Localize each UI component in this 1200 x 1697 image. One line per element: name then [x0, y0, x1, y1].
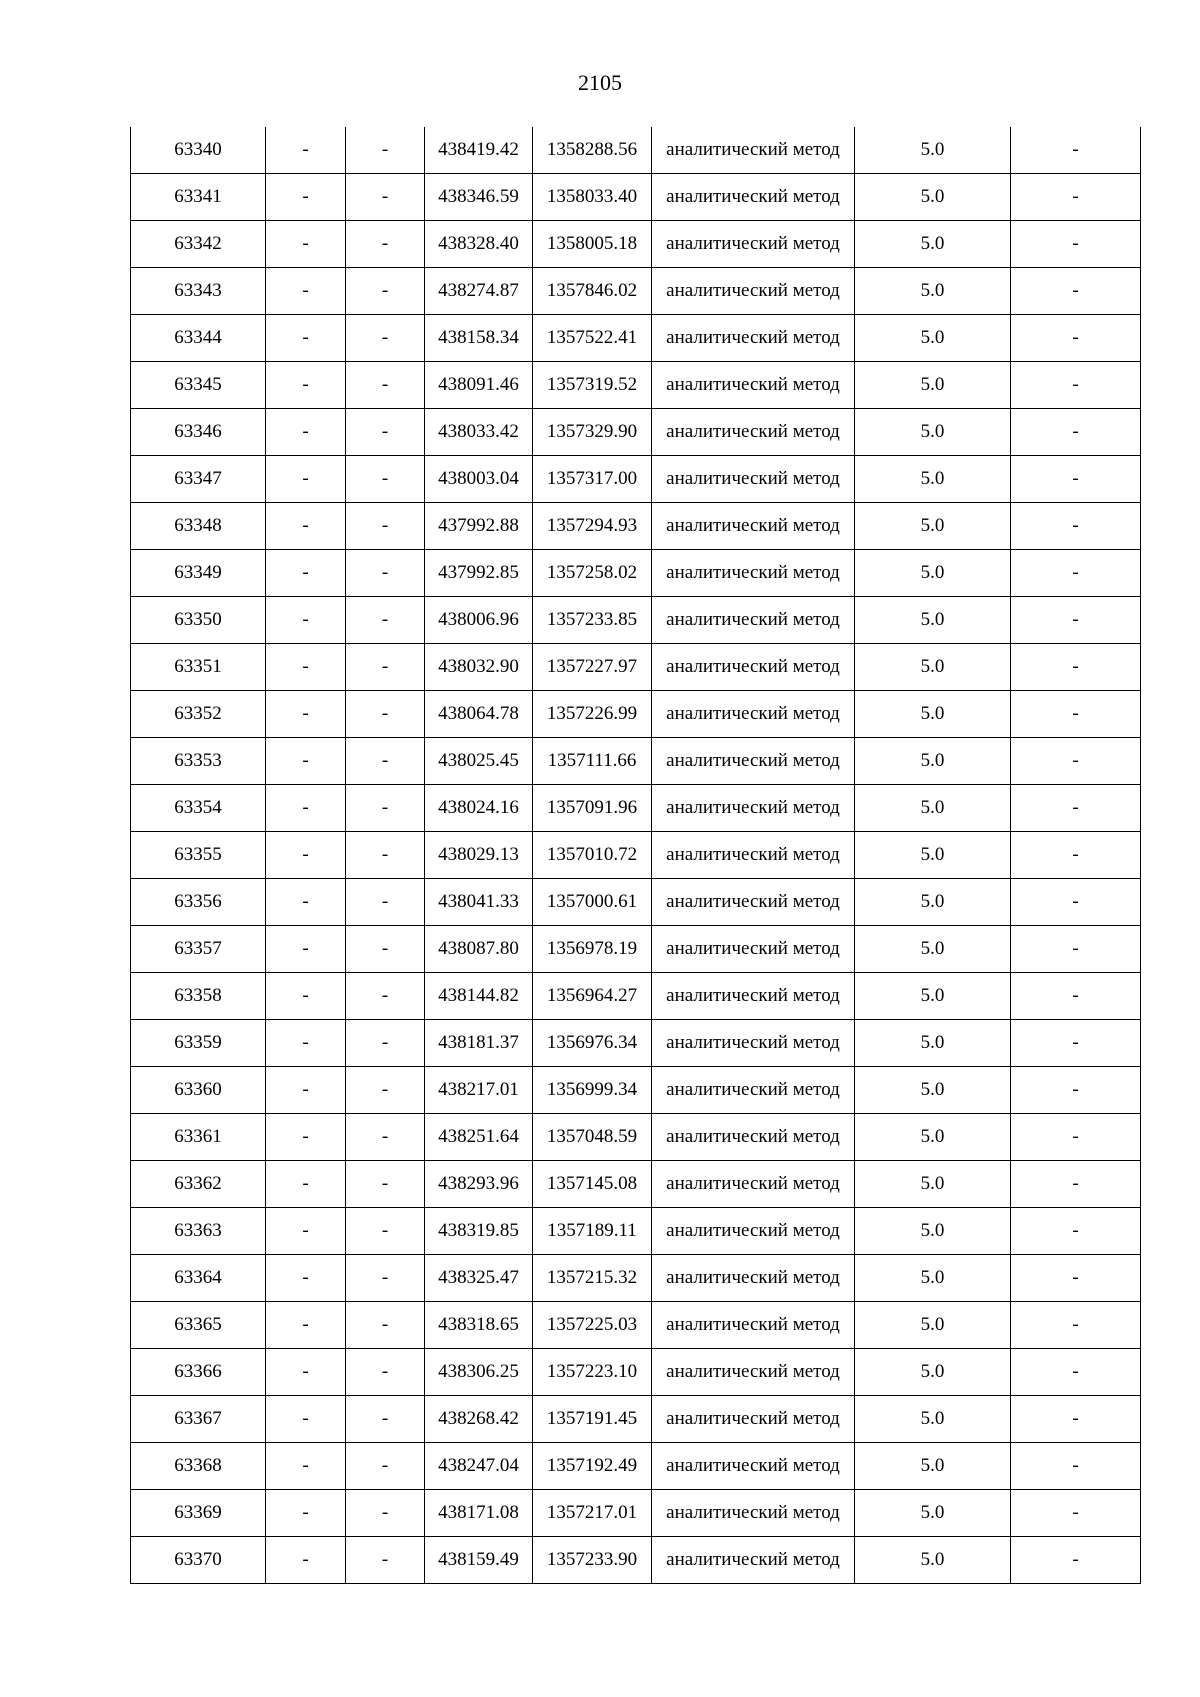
method-cell: аналитический метод — [652, 315, 855, 362]
table-row — [131, 785, 1141, 832]
empty-dash-cell: - — [1011, 1161, 1141, 1208]
empty-dash-cell: - — [346, 550, 425, 597]
table-row — [131, 1349, 1141, 1396]
empty-dash-cell: - — [346, 1255, 425, 1302]
point-number-cell: 63359 — [131, 1020, 266, 1067]
point-number-cell: 63346 — [131, 409, 266, 456]
empty-dash-cell: - — [346, 644, 425, 691]
empty-dash-cell: - — [346, 268, 425, 315]
empty-dash-cell: - — [1011, 1490, 1141, 1537]
point-number-cell: 63369 — [131, 1490, 266, 1537]
point-number-cell: 63370 — [131, 1537, 266, 1584]
table-row — [131, 1114, 1141, 1161]
method-cell: аналитический метод — [652, 362, 855, 409]
y-coordinate-cell: 1357846.02 — [533, 268, 652, 315]
empty-dash-cell: - — [266, 1302, 346, 1349]
method-cell: аналитический метод — [652, 597, 855, 644]
table-row — [131, 362, 1141, 409]
empty-dash-cell: - — [1011, 550, 1141, 597]
table-row — [131, 1396, 1141, 1443]
table-row — [131, 456, 1141, 503]
x-coordinate-cell: 438251.64 — [425, 1114, 533, 1161]
x-coordinate-cell: 438325.47 — [425, 1255, 533, 1302]
empty-dash-cell: - — [1011, 738, 1141, 785]
table-body — [131, 127, 1141, 1584]
method-cell: аналитический метод — [652, 456, 855, 503]
empty-dash-cell: - — [1011, 1114, 1141, 1161]
accuracy-cell: 5.0 — [855, 973, 1011, 1020]
accuracy-cell: 5.0 — [855, 503, 1011, 550]
point-number-cell: 63365 — [131, 1302, 266, 1349]
method-cell: аналитический метод — [652, 1208, 855, 1255]
method-cell: аналитический метод — [652, 1114, 855, 1161]
method-cell: аналитический метод — [652, 550, 855, 597]
point-number-cell: 63362 — [131, 1161, 266, 1208]
point-number-cell: 63366 — [131, 1349, 266, 1396]
method-cell: аналитический метод — [652, 973, 855, 1020]
empty-dash-cell: - — [1011, 597, 1141, 644]
x-coordinate-cell: 438029.13 — [425, 832, 533, 879]
point-number-cell: 63352 — [131, 691, 266, 738]
y-coordinate-cell: 1357223.10 — [533, 1349, 652, 1396]
method-cell: аналитический метод — [652, 268, 855, 315]
empty-dash-cell: - — [346, 1161, 425, 1208]
x-coordinate-cell: 437992.88 — [425, 503, 533, 550]
empty-dash-cell: - — [1011, 879, 1141, 926]
empty-dash-cell: - — [1011, 315, 1141, 362]
point-number-cell: 63353 — [131, 738, 266, 785]
point-number-cell: 63354 — [131, 785, 266, 832]
empty-dash-cell: - — [1011, 503, 1141, 550]
empty-dash-cell: - — [266, 644, 346, 691]
point-number-cell: 63345 — [131, 362, 266, 409]
empty-dash-cell: - — [346, 597, 425, 644]
point-number-cell: 63342 — [131, 221, 266, 268]
point-number-cell: 63360 — [131, 1067, 266, 1114]
empty-dash-cell: - — [346, 832, 425, 879]
empty-dash-cell: - — [346, 1302, 425, 1349]
empty-dash-cell: - — [266, 127, 346, 174]
empty-dash-cell: - — [266, 550, 346, 597]
accuracy-cell: 5.0 — [855, 1067, 1011, 1114]
empty-dash-cell: - — [266, 1114, 346, 1161]
table-row — [131, 832, 1141, 879]
empty-dash-cell: - — [346, 127, 425, 174]
empty-dash-cell: - — [1011, 1302, 1141, 1349]
point-number-cell: 63351 — [131, 644, 266, 691]
empty-dash-cell: - — [346, 1490, 425, 1537]
accuracy-cell: 5.0 — [855, 221, 1011, 268]
empty-dash-cell: - — [1011, 1255, 1141, 1302]
y-coordinate-cell: 1357294.93 — [533, 503, 652, 550]
empty-dash-cell: - — [1011, 1396, 1141, 1443]
empty-dash-cell: - — [1011, 221, 1141, 268]
y-coordinate-cell: 1356978.19 — [533, 926, 652, 973]
empty-dash-cell: - — [346, 1396, 425, 1443]
point-number-cell: 63357 — [131, 926, 266, 973]
empty-dash-cell: - — [346, 1114, 425, 1161]
table-row — [131, 738, 1141, 785]
accuracy-cell: 5.0 — [855, 879, 1011, 926]
point-number-cell: 63368 — [131, 1443, 266, 1490]
x-coordinate-cell: 438144.82 — [425, 973, 533, 1020]
empty-dash-cell: - — [266, 1490, 346, 1537]
empty-dash-cell: - — [346, 973, 425, 1020]
point-number-cell: 63363 — [131, 1208, 266, 1255]
method-cell: аналитический метод — [652, 1537, 855, 1584]
empty-dash-cell: - — [266, 315, 346, 362]
empty-dash-cell: - — [346, 174, 425, 221]
empty-dash-cell: - — [266, 1396, 346, 1443]
empty-dash-cell: - — [266, 738, 346, 785]
method-cell: аналитический метод — [652, 785, 855, 832]
empty-dash-cell: - — [346, 1537, 425, 1584]
empty-dash-cell: - — [346, 879, 425, 926]
x-coordinate-cell: 438159.49 — [425, 1537, 533, 1584]
empty-dash-cell: - — [266, 409, 346, 456]
table-row — [131, 409, 1141, 456]
y-coordinate-cell: 1357215.32 — [533, 1255, 652, 1302]
y-coordinate-cell: 1357227.97 — [533, 644, 652, 691]
accuracy-cell: 5.0 — [855, 1349, 1011, 1396]
empty-dash-cell: - — [266, 1443, 346, 1490]
accuracy-cell: 5.0 — [855, 926, 1011, 973]
accuracy-cell: 5.0 — [855, 785, 1011, 832]
empty-dash-cell: - — [1011, 409, 1141, 456]
table-row — [131, 926, 1141, 973]
empty-dash-cell: - — [1011, 456, 1141, 503]
y-coordinate-cell: 1357191.45 — [533, 1396, 652, 1443]
empty-dash-cell: - — [1011, 832, 1141, 879]
empty-dash-cell: - — [1011, 691, 1141, 738]
empty-dash-cell: - — [266, 1208, 346, 1255]
table-row — [131, 597, 1141, 644]
accuracy-cell: 5.0 — [855, 738, 1011, 785]
table-row — [131, 1208, 1141, 1255]
empty-dash-cell: - — [266, 832, 346, 879]
empty-dash-cell: - — [346, 1349, 425, 1396]
table-row — [131, 1443, 1141, 1490]
table-row — [131, 1067, 1141, 1114]
method-cell: аналитический метод — [652, 832, 855, 879]
y-coordinate-cell: 1357226.99 — [533, 691, 652, 738]
point-number-cell: 63344 — [131, 315, 266, 362]
empty-dash-cell: - — [266, 362, 346, 409]
accuracy-cell: 5.0 — [855, 362, 1011, 409]
point-number-cell: 63341 — [131, 174, 266, 221]
empty-dash-cell: - — [266, 1020, 346, 1067]
point-number-cell: 63358 — [131, 973, 266, 1020]
empty-dash-cell: - — [266, 1255, 346, 1302]
empty-dash-cell: - — [1011, 1208, 1141, 1255]
point-number-cell: 63347 — [131, 456, 266, 503]
method-cell: аналитический метод — [652, 1067, 855, 1114]
method-cell: аналитический метод — [652, 1443, 855, 1490]
point-number-cell: 63340 — [131, 127, 266, 174]
empty-dash-cell: - — [1011, 268, 1141, 315]
empty-dash-cell: - — [346, 785, 425, 832]
y-coordinate-cell: 1358288.56 — [533, 127, 652, 174]
table-row — [131, 503, 1141, 550]
x-coordinate-cell: 438328.40 — [425, 221, 533, 268]
empty-dash-cell: - — [266, 268, 346, 315]
table-row — [131, 973, 1141, 1020]
empty-dash-cell: - — [346, 1067, 425, 1114]
x-coordinate-cell: 438274.87 — [425, 268, 533, 315]
empty-dash-cell: - — [266, 1537, 346, 1584]
point-number-cell: 63355 — [131, 832, 266, 879]
method-cell: аналитический метод — [652, 879, 855, 926]
method-cell: аналитический метод — [652, 1255, 855, 1302]
x-coordinate-cell: 438181.37 — [425, 1020, 533, 1067]
empty-dash-cell: - — [346, 221, 425, 268]
method-cell: аналитический метод — [652, 221, 855, 268]
empty-dash-cell: - — [266, 1349, 346, 1396]
point-number-cell: 63361 — [131, 1114, 266, 1161]
empty-dash-cell: - — [1011, 1349, 1141, 1396]
accuracy-cell: 5.0 — [855, 832, 1011, 879]
empty-dash-cell: - — [266, 785, 346, 832]
x-coordinate-cell: 438003.04 — [425, 456, 533, 503]
empty-dash-cell: - — [1011, 174, 1141, 221]
x-coordinate-cell: 438306.25 — [425, 1349, 533, 1396]
y-coordinate-cell: 1356999.34 — [533, 1067, 652, 1114]
accuracy-cell: 5.0 — [855, 691, 1011, 738]
table-row — [131, 268, 1141, 315]
method-cell: аналитический метод — [652, 926, 855, 973]
y-coordinate-cell: 1357258.02 — [533, 550, 652, 597]
empty-dash-cell: - — [266, 926, 346, 973]
y-coordinate-cell: 1356964.27 — [533, 973, 652, 1020]
empty-dash-cell: - — [266, 174, 346, 221]
empty-dash-cell: - — [1011, 973, 1141, 1020]
empty-dash-cell: - — [346, 456, 425, 503]
accuracy-cell: 5.0 — [855, 1020, 1011, 1067]
accuracy-cell: 5.0 — [855, 409, 1011, 456]
method-cell: аналитический метод — [652, 127, 855, 174]
table-row — [131, 221, 1141, 268]
y-coordinate-cell: 1357010.72 — [533, 832, 652, 879]
point-number-cell: 63343 — [131, 268, 266, 315]
y-coordinate-cell: 1358033.40 — [533, 174, 652, 221]
method-cell: аналитический метод — [652, 503, 855, 550]
accuracy-cell: 5.0 — [855, 597, 1011, 644]
y-coordinate-cell: 1357111.66 — [533, 738, 652, 785]
method-cell: аналитический метод — [652, 1490, 855, 1537]
x-coordinate-cell: 438268.42 — [425, 1396, 533, 1443]
empty-dash-cell: - — [266, 456, 346, 503]
method-cell: аналитический метод — [652, 644, 855, 691]
y-coordinate-cell: 1357319.52 — [533, 362, 652, 409]
empty-dash-cell: - — [346, 1208, 425, 1255]
table-row — [131, 1020, 1141, 1067]
table-row — [131, 1161, 1141, 1208]
empty-dash-cell: - — [266, 1161, 346, 1208]
table-row — [131, 315, 1141, 362]
method-cell: аналитический метод — [652, 738, 855, 785]
accuracy-cell: 5.0 — [855, 1114, 1011, 1161]
table-row — [131, 1302, 1141, 1349]
point-number-cell: 63350 — [131, 597, 266, 644]
method-cell: аналитический метод — [652, 691, 855, 738]
accuracy-cell: 5.0 — [855, 456, 1011, 503]
empty-dash-cell: - — [266, 879, 346, 926]
empty-dash-cell: - — [266, 503, 346, 550]
x-coordinate-cell: 438024.16 — [425, 785, 533, 832]
empty-dash-cell: - — [346, 926, 425, 973]
x-coordinate-cell: 437992.85 — [425, 550, 533, 597]
y-coordinate-cell: 1357000.61 — [533, 879, 652, 926]
y-coordinate-cell: 1357145.08 — [533, 1161, 652, 1208]
empty-dash-cell: - — [346, 691, 425, 738]
y-coordinate-cell: 1357317.00 — [533, 456, 652, 503]
table-row — [131, 1537, 1141, 1584]
accuracy-cell: 5.0 — [855, 268, 1011, 315]
empty-dash-cell: - — [266, 597, 346, 644]
x-coordinate-cell: 438033.42 — [425, 409, 533, 456]
accuracy-cell: 5.0 — [855, 315, 1011, 362]
x-coordinate-cell: 438087.80 — [425, 926, 533, 973]
empty-dash-cell: - — [1011, 1020, 1141, 1067]
point-number-cell: 63367 — [131, 1396, 266, 1443]
x-coordinate-cell: 438247.04 — [425, 1443, 533, 1490]
point-number-cell: 63364 — [131, 1255, 266, 1302]
accuracy-cell: 5.0 — [855, 1443, 1011, 1490]
method-cell: аналитический метод — [652, 174, 855, 221]
accuracy-cell: 5.0 — [855, 1208, 1011, 1255]
y-coordinate-cell: 1357091.96 — [533, 785, 652, 832]
accuracy-cell: 5.0 — [855, 550, 1011, 597]
empty-dash-cell: - — [346, 409, 425, 456]
x-coordinate-cell: 438318.65 — [425, 1302, 533, 1349]
method-cell: аналитический метод — [652, 1161, 855, 1208]
empty-dash-cell: - — [266, 973, 346, 1020]
empty-dash-cell: - — [266, 221, 346, 268]
y-coordinate-cell: 1357522.41 — [533, 315, 652, 362]
method-cell: аналитический метод — [652, 1302, 855, 1349]
method-cell: аналитический метод — [652, 409, 855, 456]
empty-dash-cell: - — [346, 1443, 425, 1490]
accuracy-cell: 5.0 — [855, 1490, 1011, 1537]
x-coordinate-cell: 438091.46 — [425, 362, 533, 409]
table-row — [131, 691, 1141, 738]
point-number-cell: 63356 — [131, 879, 266, 926]
x-coordinate-cell: 438419.42 — [425, 127, 533, 174]
empty-dash-cell: - — [346, 738, 425, 785]
y-coordinate-cell: 1357233.90 — [533, 1537, 652, 1584]
method-cell: аналитический метод — [652, 1349, 855, 1396]
empty-dash-cell: - — [1011, 127, 1141, 174]
y-coordinate-cell: 1357233.85 — [533, 597, 652, 644]
table-row — [131, 644, 1141, 691]
x-coordinate-cell: 438032.90 — [425, 644, 533, 691]
x-coordinate-cell: 438346.59 — [425, 174, 533, 221]
empty-dash-cell: - — [1011, 785, 1141, 832]
x-coordinate-cell: 438041.33 — [425, 879, 533, 926]
method-cell: аналитический метод — [652, 1020, 855, 1067]
empty-dash-cell: - — [266, 1067, 346, 1114]
empty-dash-cell: - — [346, 362, 425, 409]
point-number-cell: 63349 — [131, 550, 266, 597]
empty-dash-cell: - — [1011, 1537, 1141, 1584]
x-coordinate-cell: 438293.96 — [425, 1161, 533, 1208]
empty-dash-cell: - — [266, 691, 346, 738]
x-coordinate-cell: 438064.78 — [425, 691, 533, 738]
table-row — [131, 879, 1141, 926]
y-coordinate-cell: 1357048.59 — [533, 1114, 652, 1161]
table-row — [131, 1490, 1141, 1537]
x-coordinate-cell: 438025.45 — [425, 738, 533, 785]
empty-dash-cell: - — [1011, 1443, 1141, 1490]
accuracy-cell: 5.0 — [855, 1161, 1011, 1208]
y-coordinate-cell: 1357217.01 — [533, 1490, 652, 1537]
empty-dash-cell: - — [1011, 644, 1141, 691]
x-coordinate-cell: 438158.34 — [425, 315, 533, 362]
x-coordinate-cell: 438319.85 — [425, 1208, 533, 1255]
y-coordinate-cell: 1357329.90 — [533, 409, 652, 456]
point-number-cell: 63348 — [131, 503, 266, 550]
table-row — [131, 127, 1141, 174]
table-row — [131, 550, 1141, 597]
empty-dash-cell: - — [1011, 362, 1141, 409]
y-coordinate-cell: 1357225.03 — [533, 1302, 652, 1349]
accuracy-cell: 5.0 — [855, 1396, 1011, 1443]
table-row — [131, 174, 1141, 221]
accuracy-cell: 5.0 — [855, 127, 1011, 174]
empty-dash-cell: - — [1011, 1067, 1141, 1114]
y-coordinate-cell: 1358005.18 — [533, 221, 652, 268]
y-coordinate-cell: 1357192.49 — [533, 1443, 652, 1490]
method-cell: аналитический метод — [652, 1396, 855, 1443]
accuracy-cell: 5.0 — [855, 174, 1011, 221]
y-coordinate-cell: 1356976.34 — [533, 1020, 652, 1067]
accuracy-cell: 5.0 — [855, 1302, 1011, 1349]
x-coordinate-cell: 438006.96 — [425, 597, 533, 644]
accuracy-cell: 5.0 — [855, 644, 1011, 691]
coordinates-table — [130, 127, 1141, 1584]
accuracy-cell: 5.0 — [855, 1255, 1011, 1302]
x-coordinate-cell: 438171.08 — [425, 1490, 533, 1537]
empty-dash-cell: - — [346, 315, 425, 362]
x-coordinate-cell: 438217.01 — [425, 1067, 533, 1114]
empty-dash-cell: - — [1011, 926, 1141, 973]
empty-dash-cell: - — [346, 503, 425, 550]
table-row — [131, 1255, 1141, 1302]
empty-dash-cell: - — [346, 1020, 425, 1067]
page-number: 2105 — [578, 70, 622, 95]
y-coordinate-cell: 1357189.11 — [533, 1208, 652, 1255]
accuracy-cell: 5.0 — [855, 1537, 1011, 1584]
